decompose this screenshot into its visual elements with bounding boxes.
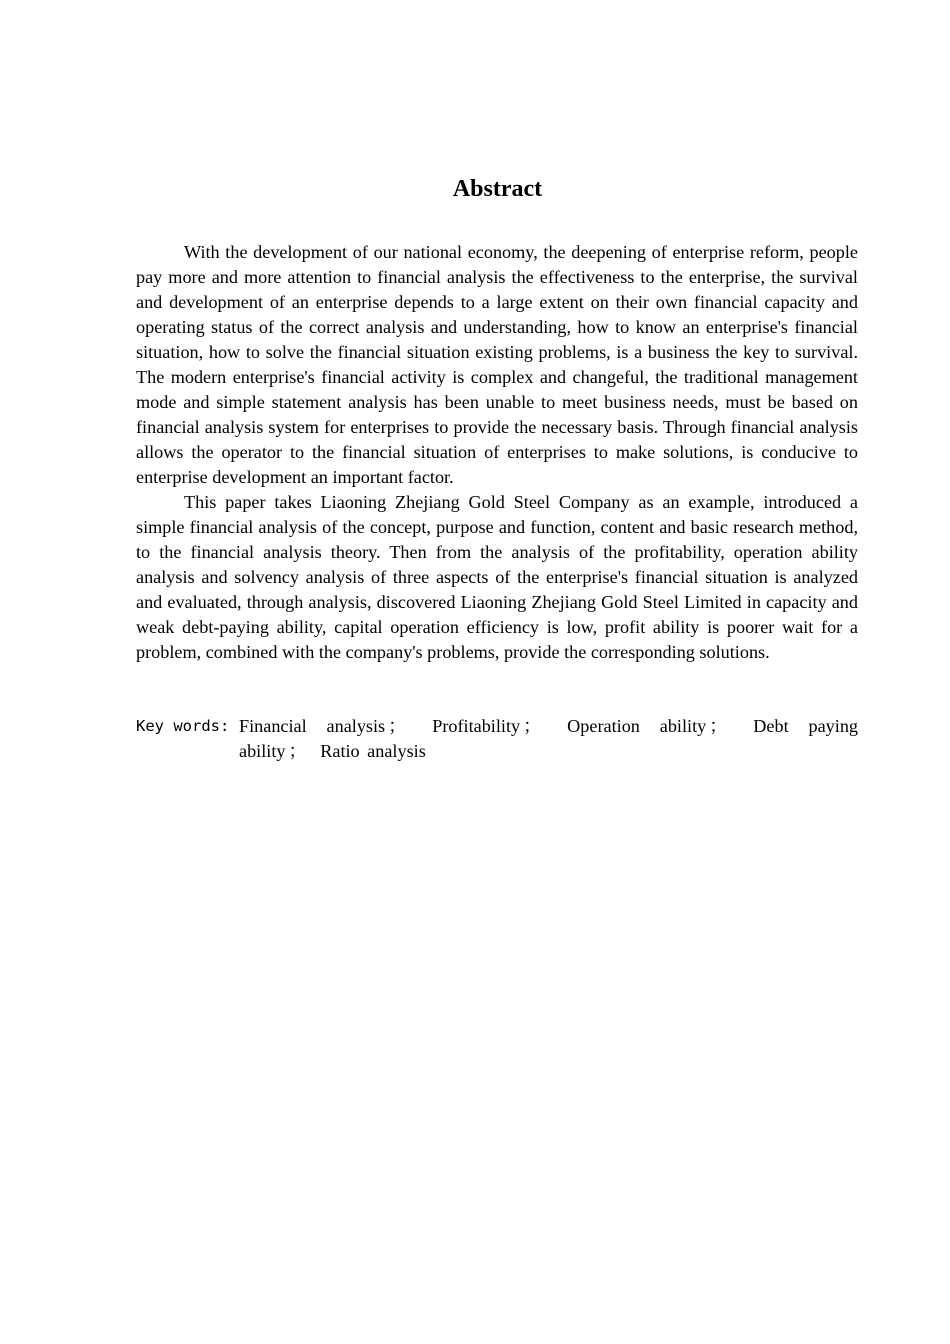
keyword-item: Profitability	[432, 716, 521, 736]
keyword-separator: ；	[523, 716, 542, 736]
keyword-separator: ；	[709, 716, 728, 736]
abstract-paragraph-2: This paper takes Liaoning Zhejiang Gold Steel Company as an example, introduced a simple financial analysis of the concept, purpose and function, content and basic research method, to the financial analysis theory. Then from the analysis of the profitability, operation ability analysis and solvency analysis of three aspects of the enterprise's financial situation is analyzed and evaluated, through analysis, discovered Liaoning Zhejiang Gold Steel Limited in capacity and weak debt-paying ability, capital operation efficiency is low, profit ability is poorer wait for a problem, combined with the company's problems, provide the corresponding solutions.	[136, 492, 858, 662]
keyword-item: Debt paying ability	[239, 716, 859, 761]
keywords-label: Key words:	[136, 717, 230, 735]
abstract-body	[136, 240, 858, 665]
keyword-separator: ；	[288, 741, 307, 761]
abstract-title: Abstract	[452, 176, 543, 202]
keywords-list	[239, 714, 858, 764]
keyword-separator: ；	[388, 716, 407, 736]
keyword-item: Financial analysis	[239, 716, 386, 736]
keyword-item: Ratio analysis	[320, 741, 426, 761]
keyword-item: Operation ability	[567, 716, 707, 736]
abstract-paragraph-1: With the development of our national economy, the deepening of enterprise reform, people pay more and more attention to financial analysis the effectiveness to the enterprise, the survival and development of an enterprise depends to a large extent on their own financial capacity and operating status of the correct analysis and understanding, how to know an enterprise's financial situation, how to solve the financial situation existing problems, is a business the key to survival. The modern enterprise's financial activity is complex and changeful, the traditional management mode and simple statement analysis has been unable to meet business needs, must be based on financial analysis system for enterprises to provide the necessary basis. Through financial analysis allows the operator to the financial situation of enterprises to make solutions, is conducive to enterprise development an important factor.	[136, 242, 858, 487]
